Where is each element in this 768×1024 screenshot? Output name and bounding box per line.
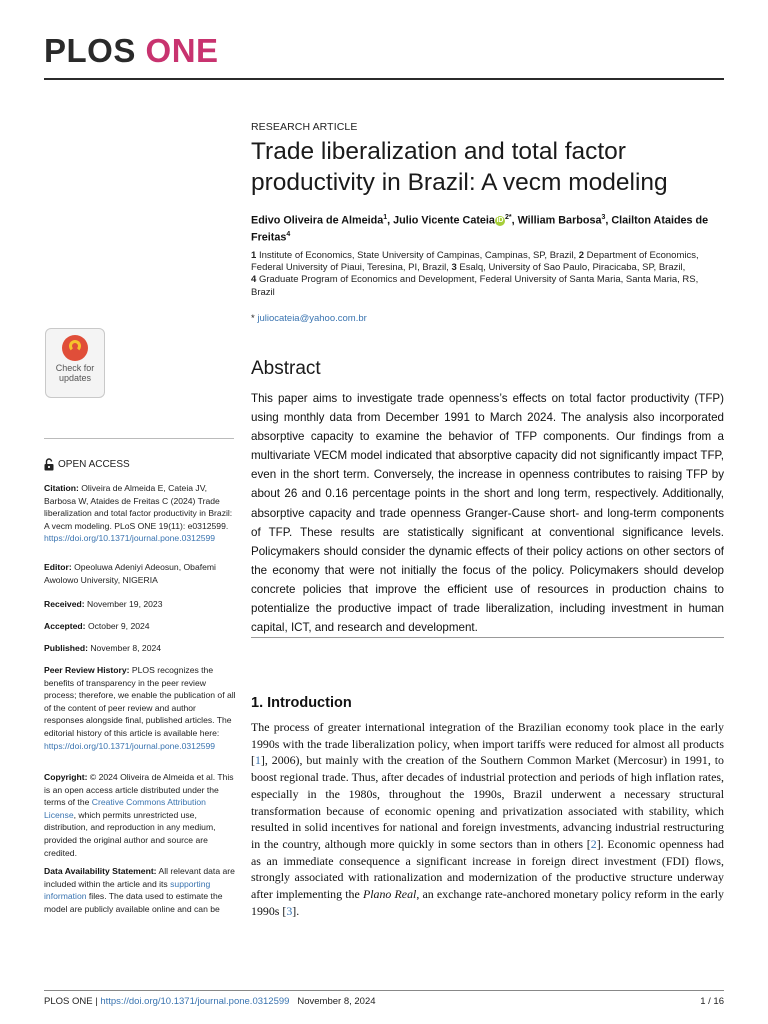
peer-review-block (44, 664, 236, 752)
footer-separator: | (92, 996, 101, 1007)
accepted-label: Accepted: (44, 621, 86, 631)
reference-link[interactable]: 2 (590, 836, 597, 851)
footer-divider (44, 990, 724, 991)
citation-text: Oliveira de Almeida E, Cateia JV, Barbosa W, Ataides de Freitas C (2024) Trade liberalization and total factor productivity in Brazil: A vecm modeling. PLoS ONE 19(11): e0312599. (44, 483, 233, 531)
logo-plos: PLOS (44, 32, 136, 69)
citation-doi-link[interactable]: https://doi.org/10.1371/journal.pone.0312599 (44, 533, 216, 544)
corresponding-author (251, 313, 367, 324)
affiliation-text: Esalq, University of Sao Paulo, Piracicaba, SP, Brazil, (459, 262, 686, 274)
intro-italic: Plano Real (362, 887, 417, 902)
affiliation-num: 2 (578, 250, 585, 261)
author-sup: 2* (504, 214, 512, 221)
journal-logo[interactable] (44, 34, 219, 67)
introduction-paragraph (251, 719, 724, 919)
author-name[interactable]: Julio Vicente Cateia (393, 214, 495, 227)
data-availability-block (44, 865, 236, 915)
intro-text: ], 2006), but mainly with the creation of the Southern Common Market (Mercosur) in 1991, to boost regional trade. Thus, after decades of industrial protection and periods of high inflation rates, especially in the 1980s, throughout the 1990s, Brazil underwent a necessary structural transformation because of economic opening and privatization associated with stability, which resulted in solid incentives for national and foreign investments, advancing industrial restructuring in the country, although more quickly in some sectors than in others [ (251, 753, 724, 851)
copyright-text: © 2024 Oliveira de Almeida et al. This is an open access article distributed under the terms of the (44, 772, 234, 808)
author-name[interactable]: William Barbosa (517, 214, 602, 227)
open-access-badge (44, 458, 130, 471)
sidebar-divider (44, 438, 234, 439)
article-title: Trade liberalization and total factor productivity in Brazil: A vecm modeling (251, 138, 668, 196)
abstract-text: This paper aims to investigate trade openness’s effects on total factor productivity (TFP) using monthly data from December 1991 to March 2024. The analysis also incorporated absorptive capacity to examine the behavior of TFP components. Our findings from a multivariate VECM model indicated that absorptive capacity did not significantly impact TFP, even in the short term. Conversely, the increase in openness contributes to raising TFP by about 26 and 0.16 percentage points in the short and long term, respectively. Additionally, absorptive capacity and trade openness Granger-Cause short- and long-term components of TFP. These results are statistically significant at conventional significance levels. Policymakers should consider the dynamic effects of their policy actions on other sectors of the economy that were not initially the focus of the policy. Policymakers should develop concrete policies that improve the efficient use of resources in production chains to potentialize the productive impact of trade liberalization, including investment in human capital, ICT, and research and development. (251, 392, 724, 635)
affiliation-text: Department of Economics, Federal University of Piaui, Teresina, PI, Brazil, (251, 250, 699, 274)
logo-one: ONE (145, 32, 219, 69)
data-availability-label: Data Availability Statement: (44, 866, 157, 876)
received-label: Received: (44, 599, 85, 609)
open-access-label: OPEN ACCESS (58, 459, 130, 470)
copyright-block (44, 771, 236, 859)
intro-text: The process of greater international integration of the Brazilian economy took place in the early 1990s with the trade liberalization policy, when import tariffs were reduced for almost all products [ (251, 720, 724, 768)
article-type: RESEARCH ARTICLE (251, 121, 358, 133)
check-updates-line1: Check for (55, 363, 95, 373)
data-availability-text: files. The data used to estimate the model are publicly available online and can be (44, 891, 223, 914)
footer-journal: PLOS ONE (44, 996, 93, 1007)
footer-date: November 8, 2024 (297, 996, 376, 1007)
editor-block (44, 561, 236, 586)
copyright-label: Copyright: (44, 772, 88, 782)
intro-text: , an exchange rate-anchored monetary policy reform in the early 1990s [ (251, 887, 724, 918)
supporting-info-link[interactable]: supporting information (44, 878, 211, 902)
intro-text: ]. (292, 903, 300, 918)
published-date: November 8, 2024 (90, 643, 162, 653)
citation-label: Citation: (44, 483, 79, 493)
page-number: 1 / 16 (700, 996, 724, 1007)
orcid-icon[interactable]: iD (496, 216, 504, 224)
author-list: Edivo Oliveira de Almeida$^1$, Julio Vicente Cateia iD $^{2*}$, William Barbosa$^3$, Clailton Ataides de Freitas$^4$ (251, 214, 709, 244)
reference-link[interactable]: 1 (254, 753, 261, 768)
intro-text: ]. Economic openness had as an immediate consequence a significant increase in foreign direct investment (FDI) flows, strongly associated with rationalization and modernization of the productive structure underway after implementing the (251, 836, 724, 902)
footer-doi-link[interactable]: https://doi.org/10.1371/journal.pone.0312599 (100, 996, 290, 1007)
copyright-text: , which permits unrestricted use, distribution, and reproduction in any medium, provided the original author and source are credited. (44, 809, 216, 858)
editor-label: Editor: (44, 562, 72, 572)
open-lock-icon (44, 458, 54, 471)
page-footer (44, 996, 376, 1007)
author-name[interactable]: Edivo Oliveira de Almeida (251, 214, 384, 227)
crossmark-icon (62, 335, 88, 361)
reference-link[interactable]: 3 (286, 903, 293, 918)
affiliation-text: Institute of Economics, State University of Campinas, Campinas, SP, Brazil, (258, 250, 577, 261)
affiliation-num: 1 (251, 250, 257, 261)
corresponding-email-link[interactable]: juliocateia@yahoo.com.br (257, 313, 367, 324)
peer-review-text: PLOS recognizes the benefits of transparency in the peer review process; therefore, we enable the publication of all of the content of peer review and author responses alongside final, published articles. The editorial history of this article is available here: (44, 665, 236, 738)
editor-text: Opeoluwa Adeniyi Adeosun, Obafemi Awolowo University, NIGERIA (44, 562, 216, 585)
abstract-divider (251, 637, 724, 638)
affiliation-text: Graduate Program of Economics and Development, Federal University of Santa Maria, Santa Maria, RS, Brazil (251, 274, 699, 298)
corresponding-mark: * (251, 313, 255, 324)
header-divider (44, 78, 724, 80)
citation-block (44, 482, 236, 545)
published-block (44, 642, 236, 655)
author-sup: 1 (383, 214, 388, 221)
accepted-block (44, 620, 236, 633)
section-heading: 1. Introduction (251, 695, 352, 711)
affiliation-num: 3 (451, 262, 457, 274)
abstract-heading: Abstract (251, 358, 321, 379)
peer-review-label: Peer Review History: (44, 665, 130, 675)
check-updates-line2: updates (58, 373, 92, 383)
published-label: Published: (44, 643, 88, 653)
author-sup: 3 (601, 214, 606, 221)
check-for-updates-button[interactable] (45, 328, 105, 398)
peer-review-link[interactable]: https://doi.org/10.1371/journal.pone.0312599 (44, 740, 216, 751)
data-availability-text: All relevant data are included within the article and its (44, 866, 235, 889)
license-link[interactable]: Creative Commons Attribution License (44, 797, 206, 820)
affiliation-num: 4 (251, 274, 257, 286)
received-date: November 19, 2023 (87, 599, 163, 609)
author-name[interactable]: Clailton Ataides de Freitas (251, 214, 709, 244)
author-sup: 4 (286, 230, 291, 238)
affiliations (251, 250, 721, 299)
received-block (44, 598, 236, 611)
accepted-date: October 9, 2024 (87, 621, 150, 631)
